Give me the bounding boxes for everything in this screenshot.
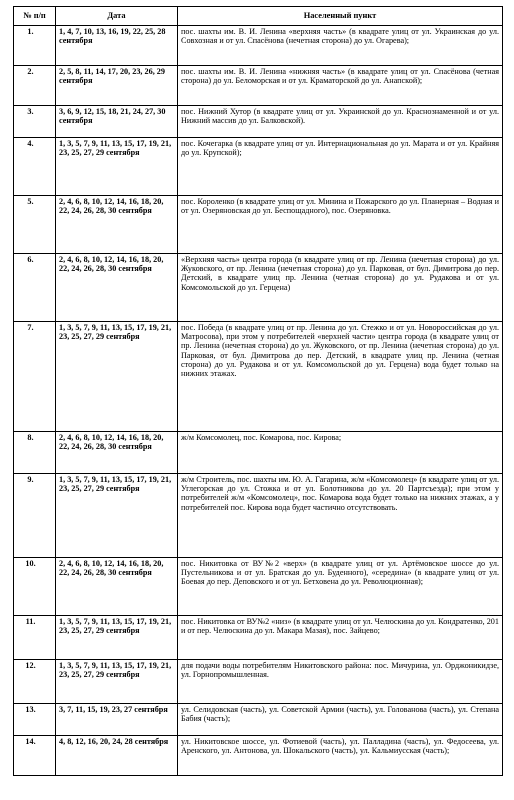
row-dates: 2, 4, 6, 8, 10, 12, 14, 16, 18, 20, 22, 24, 26, 28, 30 сентября bbox=[56, 254, 178, 322]
header-location: Населенный пункт bbox=[178, 7, 503, 26]
row-location: ж/м Комсомолец, пос. Комарова, пос. Кирова; bbox=[178, 432, 503, 474]
row-location: пос. Никитовка от ВУ№2 «низ» (в квадрате улиц от ул. Челюскина до ул. Кондратенко, 201 и от пер. Челюскина до ул. Макара Мазая), пос. Зайцево; bbox=[178, 616, 503, 660]
row-location: пос. Победа (в квадрате улиц от пр. Ленина до ул. Стежко и от ул. Новороссийская до ул. Матросова), при этом у потребителей «верхней части» центра города (в квадрате улиц от пр. Ленина (нечетная сторона) до ул. Жуковского, от пр. Ленина (нечетная сторона) до ул. Парковая, от бул. Димитрова до пер. Детский, в квадрате улиц пр. Ленина (четная сторона) до ул. Рудакова и от ул. Комсомольской до ул. Герцена) вода будет только на нижних этажах. bbox=[178, 322, 503, 432]
row-location: «Верхняя часть» центра города (в квадрате улиц от пр. Ленина (нечетная сторона) до ул. Жуковского, от пр. Ленина (нечетная сторона) до ул. Парковая, от бул. Димитрова до пер. Детский, в квадрате улиц пр. Ленина (четная сторона) до ул. Рудакова и от ул. Комсомольской до ул. Герцена) bbox=[178, 254, 503, 322]
row-location: для подачи воды потребителям Никитовского района: пос. Мичурина, ул. Орджоникидзе, ул. Горнопромышленная. bbox=[178, 660, 503, 704]
table-row bbox=[14, 138, 503, 196]
table-row bbox=[14, 616, 503, 660]
water-schedule-table bbox=[13, 6, 503, 776]
table-row bbox=[14, 66, 503, 106]
row-location: пос. шахты им. В. И. Ленина «верхняя часть» (в квадрате улиц от ул. Украинская до ул. Совхозная и от ул. Спасёнова (нечетная сторона) до ул. Огарева); bbox=[178, 26, 503, 66]
row-number: 9. bbox=[14, 474, 56, 558]
row-location: пос. Кочегарка (в квадрате улиц от ул. Интернациональная до ул. Марата и от ул. Крайняя до ул. Крупской); bbox=[178, 138, 503, 196]
table-header-row bbox=[14, 7, 503, 26]
row-location: пос. Короленко (в квадрате улиц от ул. Минина и Пожарского до ул. Планерная – Водная и от ул. Озеряновская до ул. Беспощадного), пос. Озеряновка. bbox=[178, 196, 503, 254]
table-row bbox=[14, 322, 503, 432]
row-location: ж/м Строитель, пос. шахты им. Ю. А. Гагарина, ж/м «Комсомолец» (в квадрате улиц от ул. Углегорская до ул. Стожка и от ул. Болотникова до ул. 20 Партсъезда); при этом у потребителей ж/м «Комсомолец», пос. Комарова вода будет только на нижних этажах, а у потребителей пос. Кирова вода будет частично отсутствовать. bbox=[178, 474, 503, 558]
table-row bbox=[14, 432, 503, 474]
row-location: пос. шахты им. В. И. Ленина «нижняя часть» (в квадрате улиц от ул. Спасёнова (четная сторона) до ул. Беломорская и от ул. Краматорской до ул. Анапской); bbox=[178, 66, 503, 106]
row-location: пос. Нижний Хутор (в квадрате улиц от ул. Украинской до ул. Краснознаменной и от ул. Нижний массив до ул. Балковской). bbox=[178, 106, 503, 138]
row-number: 8. bbox=[14, 432, 56, 474]
table-row bbox=[14, 704, 503, 736]
table-row bbox=[14, 26, 503, 66]
row-number: 4. bbox=[14, 138, 56, 196]
row-dates: 1, 3, 5, 7, 9, 11, 13, 15, 17, 19, 21, 23, 25, 27, 29 сентября bbox=[56, 474, 178, 558]
row-number: 13. bbox=[14, 704, 56, 736]
row-dates: 2, 4, 6, 8, 10, 12, 14, 16, 18, 20, 22, 24, 26, 28, 30 сентября bbox=[56, 432, 178, 474]
row-dates: 1, 3, 5, 7, 9, 11, 13, 15, 17, 19, 21, 23, 25, 27, 29 сентября bbox=[56, 138, 178, 196]
table-row bbox=[14, 254, 503, 322]
row-dates: 1, 3, 5, 7, 9, 11, 13, 15, 17, 19, 21, 23, 25, 27, 29 сентября bbox=[56, 660, 178, 704]
row-dates: 2, 4, 6, 8, 10, 12, 14, 16, 18, 20, 22, 24, 26, 28, 30 сентября bbox=[56, 196, 178, 254]
row-number: 14. bbox=[14, 736, 56, 776]
table-row bbox=[14, 558, 503, 616]
header-date: Дата bbox=[56, 7, 178, 26]
row-location: ул. Никитовское шоссе, ул. Фотиевой (часть), ул. Палладина (часть), ул. Федосеева, ул. Аренского, ул. Антонова, ул. Шокальского (часть), ул. Кальмиусская (часть); bbox=[178, 736, 503, 776]
row-number: 11. bbox=[14, 616, 56, 660]
header-number: № п/п bbox=[14, 7, 56, 26]
row-number: 7. bbox=[14, 322, 56, 432]
row-number: 2. bbox=[14, 66, 56, 106]
row-dates: 2, 5, 8, 11, 14, 17, 20, 23, 26, 29 сентября bbox=[56, 66, 178, 106]
table-body bbox=[14, 26, 503, 776]
row-number: 10. bbox=[14, 558, 56, 616]
row-dates: 4, 8, 12, 16, 20, 24, 28 сентября bbox=[56, 736, 178, 776]
row-dates: 1, 4, 7, 10, 13, 16, 19, 22, 25, 28 сентября bbox=[56, 26, 178, 66]
row-number: 3. bbox=[14, 106, 56, 138]
table-row bbox=[14, 736, 503, 776]
row-number: 12. bbox=[14, 660, 56, 704]
table-row bbox=[14, 196, 503, 254]
row-dates: 3, 6, 9, 12, 15, 18, 21, 24, 27, 30 сентября bbox=[56, 106, 178, 138]
table-row bbox=[14, 106, 503, 138]
row-location: пос. Никитовка от ВУ№2 «верх» (в квадрате улиц от ул. Артёмовское шоссе до ул. Пустельникова и от ул. Братская до ул. Буденного), «середина» (в квадрате улиц от ул. Боевая до пер. Деповского и от ул. Бетховена до ул. Революционная); bbox=[178, 558, 503, 616]
row-location: ул. Селидовская (часть), ул. Советской Армии (часть), ул. Голованова (часть), ул. Степана Бабия (часть); bbox=[178, 704, 503, 736]
row-dates: 1, 3, 5, 7, 9, 11, 13, 15, 17, 19, 21, 23, 25, 27, 29 сентября bbox=[56, 616, 178, 660]
table-row bbox=[14, 474, 503, 558]
row-number: 6. bbox=[14, 254, 56, 322]
row-dates: 1, 3, 5, 7, 9, 11, 13, 15, 17, 19, 21, 23, 25, 27, 29 сентября bbox=[56, 322, 178, 432]
row-number: 5. bbox=[14, 196, 56, 254]
row-dates: 3, 7, 11, 15, 19, 23, 27 сентября bbox=[56, 704, 178, 736]
row-dates: 2, 4, 6, 8, 10, 12, 14, 16, 18, 20, 22, 24, 26, 28, 30 сентября bbox=[56, 558, 178, 616]
row-number: 1. bbox=[14, 26, 56, 66]
table-row bbox=[14, 660, 503, 704]
